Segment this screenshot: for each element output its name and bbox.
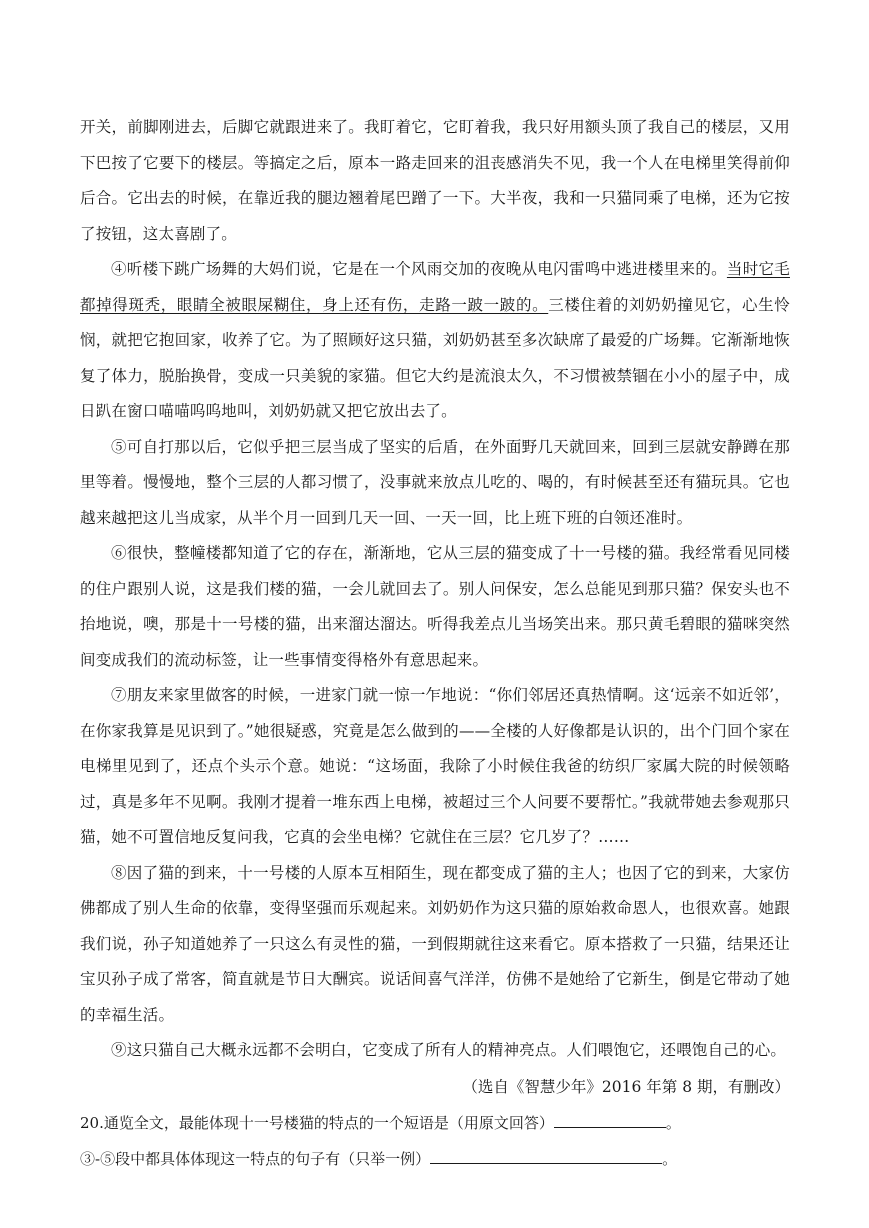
question-20-part-2	[80, 1141, 790, 1177]
paragraph-9: ⑨这只猫自己大概永远都不会明白，它变成了所有人的精神亮点。人们喂饱它，还喂饱自己的心。	[111, 1041, 787, 1059]
answer-blank-20-part-2[interactable]	[430, 1143, 662, 1164]
question-20	[80, 1105, 790, 1141]
question-20-part-2-end: 。	[662, 1149, 678, 1168]
answer-blank-20[interactable]	[554, 1107, 666, 1128]
paragraph-6: ⑥很快，整幢楼都知道了它的存在，渐渐地，它从三层的猫变成了十一号楼的猫。我经常看见同楼的住户跟别人说，这是我们楼的猫，一会儿就回去了。别人问保安，怎么总能见到那只猫？保安头也不抬地说，噢，那是十一号楼的猫，出来溜达溜达。听得我差点儿当场笑出来。那只黄毛碧眼的猫咪突然间变成我们的流动标签，让一些事情变得格外有意思起来。	[80, 544, 790, 669]
question-20-text: 20.通览全文，最能体现十一号楼猫的特点的一个短语是（用原文回答）	[80, 1113, 554, 1132]
paragraph-4-part-a: ④听楼下跳广场舞的大妈们说，它是在一个风雨交加的夜晚从电闪雷鸣中逃进楼里来的。	[111, 260, 727, 278]
document-page	[80, 110, 790, 1177]
paragraph-5: ⑤可自打那以后，它似乎把三层当成了坚实的后盾，在外面野几天就回来，回到三层就安静蹲在那里等着。慢慢地，整个三层的人都习惯了，没事就来放点儿吃的、喝的，有时候甚至还有猫玩具。它也越来越把这儿当成家，从半个月一回到几天一回、一天一回，比上班下班的白领还准时。	[80, 437, 790, 527]
paragraph-4-part-b: 三楼住着的刘奶奶撞见它，心生怜悯，就把它抱回家，收养了它。为了照顾好这只猫，刘奶奶甚至多次缺席了最爱的广场舞。它渐渐地恢复了体力，脱胎换骨，变成一只美貌的家猫。但它大约是流浪太久，不习惯被禁锢在小小的屋子中，成日趴在窗口喵喵呜呜地叫，刘奶奶就又把它放出去了。	[80, 295, 790, 420]
paragraph-8: ⑧因了猫的到来，十一号楼的人原本互相陌生，现在都变成了猫的主人；也因了它的到来，大家仿佛都成了别人生命的依靠，变得坚强而乐观起来。刘奶奶作为这只猫的原始救命恩人，也很欢喜。她跟我们说，孙子知道她养了一只这么有灵性的猫，一到假期就往这来看它。原本搭救了一只猫，结果还让宝贝孙子成了常客，简直就是节日大酬宾。说话间喜气洋洋，仿佛不是她给了它新生，倒是它带动了她的幸福生活。	[80, 863, 790, 1024]
article-source: （选自《智慧少年》2016 年第 8 期，有删改）	[462, 1077, 790, 1096]
underlined-sentence: 当时它毛都掉得斑秃，眼睛全被眼屎糊住，身上还有伤，走路一跛一跛的。	[80, 260, 790, 314]
paragraph-4	[80, 252, 790, 430]
question-20-part-2-text: ③-⑤段中都具体体现这一特点的句子有（只举一例）	[80, 1149, 431, 1168]
paragraph-3-continued: 开关，前脚刚进去，后脚它就跟进来了。我盯着它，它盯着我，我只好用额头顶了我自己的楼层，又用下巴按了它要下的楼层。等搞定之后，原本一路走回来的沮丧感消失不见，我一个人在电梯里笑得前仰后合。它出去的时候，在靠近我的腿边翘着尾巴蹭了一下。大半夜，我和一只猫同乘了电梯，还为它按了按钮，这太喜剧了。	[80, 118, 790, 243]
question-20-end: 。	[665, 1113, 681, 1132]
paragraph-7: ⑦朋友来家里做客的时候，一进家门就一惊一乍地说：“你们邻居还真热情啊。这‘远亲不如近邻’，在你家我算是见识到了。”她很疑惑，究竟是怎么做到的——全楼的人好像都是认识的，出个门回个家在电梯里见到了，还点个头示个意。她说：“这场面，我除了小时候住我爸的纺织厂家属大院的时候领略过，真是多年不见啊。我刚才提着一堆东西上电梯，被超过三个人问要不要帮忙。”我就带她去参观那只猫，她不可置信地反复问我，它真的会坐电梯？它就住在三层？它几岁了？……	[80, 686, 790, 846]
